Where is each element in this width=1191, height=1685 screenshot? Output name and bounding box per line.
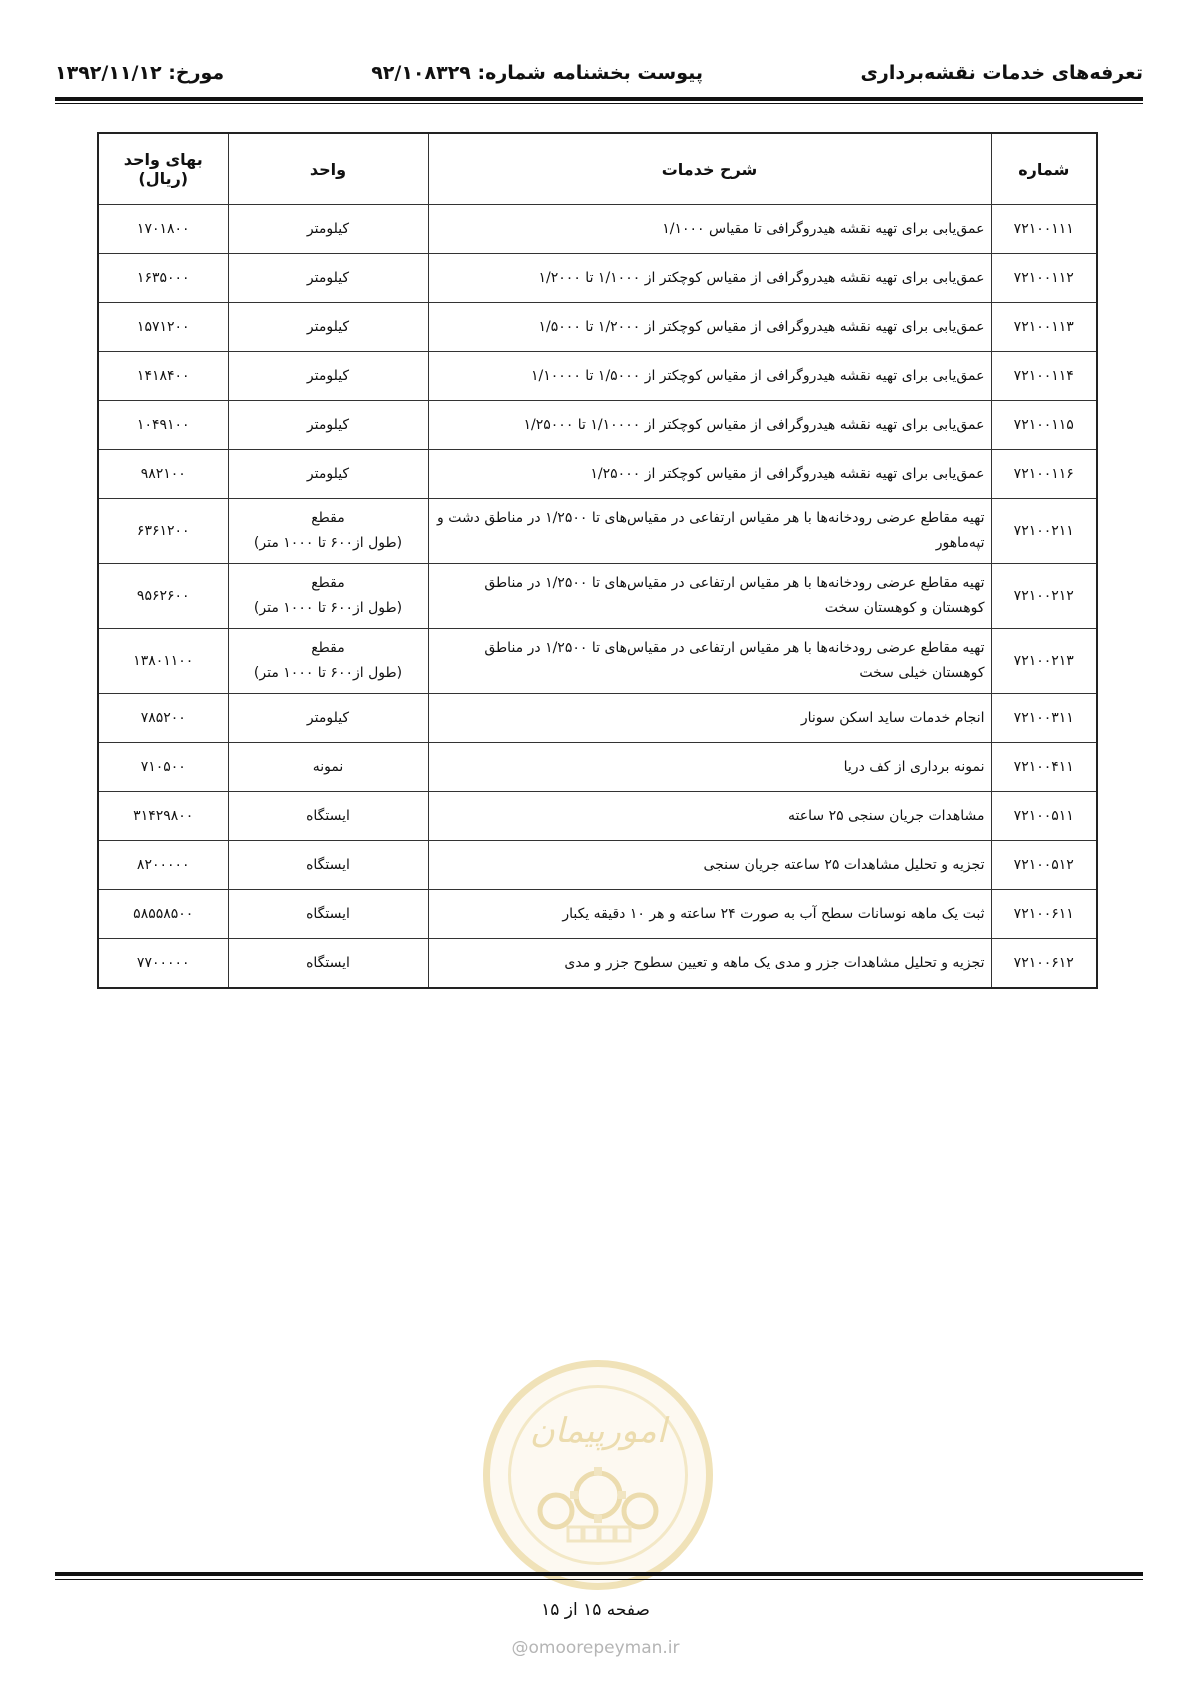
row-price: ۶۳۶۱۲۰۰ xyxy=(98,499,228,564)
row-code: ۷۲۱۰۰۲۱۱ xyxy=(991,499,1097,564)
row-code: ۷۲۱۰۰۴۱۱ xyxy=(991,743,1097,792)
row-price: ۱۷۰۱۸۰۰ xyxy=(98,205,228,254)
website-watermark: @omoorepeyman.ir xyxy=(511,1638,680,1658)
row-unit: ایستگاه xyxy=(228,841,428,890)
table-header-row xyxy=(98,133,1097,205)
row-code: ۷۲۱۰۰۵۱۱ xyxy=(991,792,1097,841)
table-row xyxy=(98,303,1097,352)
row-description: عمق‌یابی برای تهیه نقشه هیدروگرافی از مقیاس کوچکتر از ۱/۱۰۰۰۰ تا ۱/۲۵۰۰۰ xyxy=(428,401,991,450)
tariff-table xyxy=(97,132,1098,989)
row-code: ۷۲۱۰۰۱۱۶ xyxy=(991,450,1097,499)
watermark-seal xyxy=(483,1360,713,1590)
row-unit: کیلومتر xyxy=(228,694,428,743)
row-code: ۷۲۱۰۰۱۱۵ xyxy=(991,401,1097,450)
row-price: ۱۶۳۵۰۰۰ xyxy=(98,254,228,303)
row-unit: کیلومتر xyxy=(228,450,428,499)
table-row xyxy=(98,564,1097,629)
row-unit: کیلومتر xyxy=(228,303,428,352)
document-date: مورخ: ۱۳۹۲/۱۱/۱۲ xyxy=(55,62,225,84)
row-price: ۵۸۵۵۸۵۰۰ xyxy=(98,890,228,939)
row-unit: کیلومتر xyxy=(228,401,428,450)
header-unit-price xyxy=(98,133,228,205)
table-row xyxy=(98,743,1097,792)
row-description: ثبت یک ماهه نوسانات سطح آب به صورت ۲۴ ساعته و هر ۱۰ دقیقه یکبار xyxy=(428,890,991,939)
table-row xyxy=(98,939,1097,989)
row-unit: نمونه xyxy=(228,743,428,792)
row-price: ۹۸۲۱۰۰ xyxy=(98,450,228,499)
row-description: تهیه مقاطع عرضی رودخانه‌ها با هر مقیاس ارتفاعی در مقیاس‌های تا ۱/۲۵۰۰ در مناطق کوهستان خیلی سخت xyxy=(428,629,991,694)
row-code: ۷۲۱۰۰۱۱۳ xyxy=(991,303,1097,352)
row-unit: کیلومتر xyxy=(228,352,428,401)
row-code: ۷۲۱۰۰۱۱۱ xyxy=(991,205,1097,254)
row-unit-cell xyxy=(228,499,428,564)
row-price: ۱۵۷۱۲۰۰ xyxy=(98,303,228,352)
table-row xyxy=(98,450,1097,499)
header-unit: واحد xyxy=(228,133,428,205)
row-code: ۷۲۱۰۰۲۱۲ xyxy=(991,564,1097,629)
table-row xyxy=(98,694,1097,743)
row-price: ۷۸۵۲۰۰ xyxy=(98,694,228,743)
row-price: ۹۵۶۲۶۰۰ xyxy=(98,564,228,629)
row-unit: ایستگاه xyxy=(228,939,428,989)
row-unit-cell xyxy=(228,564,428,629)
row-unit: مقطع xyxy=(311,575,345,591)
circular-reference: پیوست بخشنامه شماره: ۹۲/۱۰۸۳۲۹ xyxy=(371,62,703,84)
row-description: تجزیه و تحلیل مشاهدات جزر و مدی یک ماهه و تعیین سطوح جزر و مدی xyxy=(428,939,991,989)
row-description: عمق‌یابی برای تهیه نقشه هیدروگرافی از مقیاس کوچکتر از ۱/۵۰۰۰ تا ۱/۱۰۰۰۰ xyxy=(428,352,991,401)
table-row xyxy=(98,841,1097,890)
header-description: شرح خدمات xyxy=(428,133,991,205)
page-header xyxy=(55,58,1143,98)
document-title: تعرفه‌های خدمات نقشه‌برداری xyxy=(860,62,1143,84)
row-code: ۷۲۱۰۰۶۱۲ xyxy=(991,939,1097,989)
table-row xyxy=(98,254,1097,303)
row-unit-note: (طول از۶۰۰ تا ۱۰۰۰ متر) xyxy=(253,665,403,681)
row-code: ۷۲۱۰۰۵۱۲ xyxy=(991,841,1097,890)
table-row xyxy=(98,205,1097,254)
table-row xyxy=(98,890,1097,939)
row-unit-note: (طول از۶۰۰ تا ۱۰۰۰ متر) xyxy=(253,600,403,616)
row-description: انجام خدمات ساید اسکن سونار xyxy=(428,694,991,743)
table-row xyxy=(98,792,1097,841)
row-description: نمونه برداری از کف دریا xyxy=(428,743,991,792)
row-price: ۳۱۴۲۹۸۰۰ xyxy=(98,792,228,841)
page-number: صفحه ۱۵ از ۱۵ xyxy=(541,1600,650,1620)
row-description: عمق‌یابی برای تهیه نقشه هیدروگرافی از مقیاس کوچکتر از ۱/۱۰۰۰ تا ۱/۲۰۰۰ xyxy=(428,254,991,303)
header-price-currency: (ریال) xyxy=(138,169,189,188)
header-rule-thick xyxy=(55,97,1143,101)
row-unit: مقطع xyxy=(311,510,345,526)
table-row xyxy=(98,401,1097,450)
row-price: ۱۴۱۸۴۰۰ xyxy=(98,352,228,401)
row-price: ۱۳۸۰۱۱۰۰ xyxy=(98,629,228,694)
row-description: عمق‌یابی برای تهیه نقشه هیدروگرافی از مقیاس کوچکتر از ۱/۲۰۰۰ تا ۱/۵۰۰۰ xyxy=(428,303,991,352)
row-description: تجزیه و تحلیل مشاهدات ۲۵ ساعته جریان سنجی xyxy=(428,841,991,890)
row-code: ۷۲۱۰۰۶۱۱ xyxy=(991,890,1097,939)
row-unit-cell xyxy=(228,629,428,694)
row-unit: کیلومتر xyxy=(228,205,428,254)
row-price: ۷۷۰۰۰۰۰ xyxy=(98,939,228,989)
row-description: عمق‌یابی برای تهیه نقشه هیدروگرافی از مقیاس کوچکتر از ۱/۲۵۰۰۰ xyxy=(428,450,991,499)
row-unit: مقطع xyxy=(311,640,345,656)
row-code: ۷۲۱۰۰۲۱۳ xyxy=(991,629,1097,694)
header-rule-thin xyxy=(55,103,1143,104)
row-unit: کیلومتر xyxy=(228,254,428,303)
table-row xyxy=(98,352,1097,401)
row-price: ۷۱۰۵۰۰ xyxy=(98,743,228,792)
table-row xyxy=(98,629,1097,694)
row-description: مشاهدات جریان سنجی ۲۵ ساعته xyxy=(428,792,991,841)
footer-rule-thin xyxy=(55,1579,1143,1580)
row-unit-note: (طول از۶۰۰ تا ۱۰۰۰ متر) xyxy=(253,535,403,551)
header-number: شماره xyxy=(991,133,1097,205)
header-price-label: بهای واحد xyxy=(123,150,203,169)
footer-rule-thick xyxy=(55,1572,1143,1576)
row-price: ۸۲۰۰۰۰۰ xyxy=(98,841,228,890)
seal-logo-text: امورپیمان xyxy=(529,1411,667,1451)
row-description: تهیه مقاطع عرضی رودخانه‌ها با هر مقیاس ارتفاعی در مقیاس‌های تا ۱/۲۵۰۰ در مناطق دشت و تپه‌ماهور xyxy=(428,499,991,564)
row-unit: ایستگاه xyxy=(228,792,428,841)
row-code: ۷۲۱۰۰۱۱۲ xyxy=(991,254,1097,303)
row-description: عمق‌یابی برای تهیه نقشه هیدروگرافی تا مقیاس ۱/۱۰۰۰ xyxy=(428,205,991,254)
gears-emblem-icon xyxy=(528,1463,668,1553)
row-price: ۱۰۴۹۱۰۰ xyxy=(98,401,228,450)
row-code: ۷۲۱۰۰۱۱۴ xyxy=(991,352,1097,401)
row-unit: ایستگاه xyxy=(228,890,428,939)
table-row xyxy=(98,499,1097,564)
row-description: تهیه مقاطع عرضی رودخانه‌ها با هر مقیاس ارتفاعی در مقیاس‌های تا ۱/۲۵۰۰ در مناطق کوهستان و کوهستان سخت xyxy=(428,564,991,629)
row-code: ۷۲۱۰۰۳۱۱ xyxy=(991,694,1097,743)
